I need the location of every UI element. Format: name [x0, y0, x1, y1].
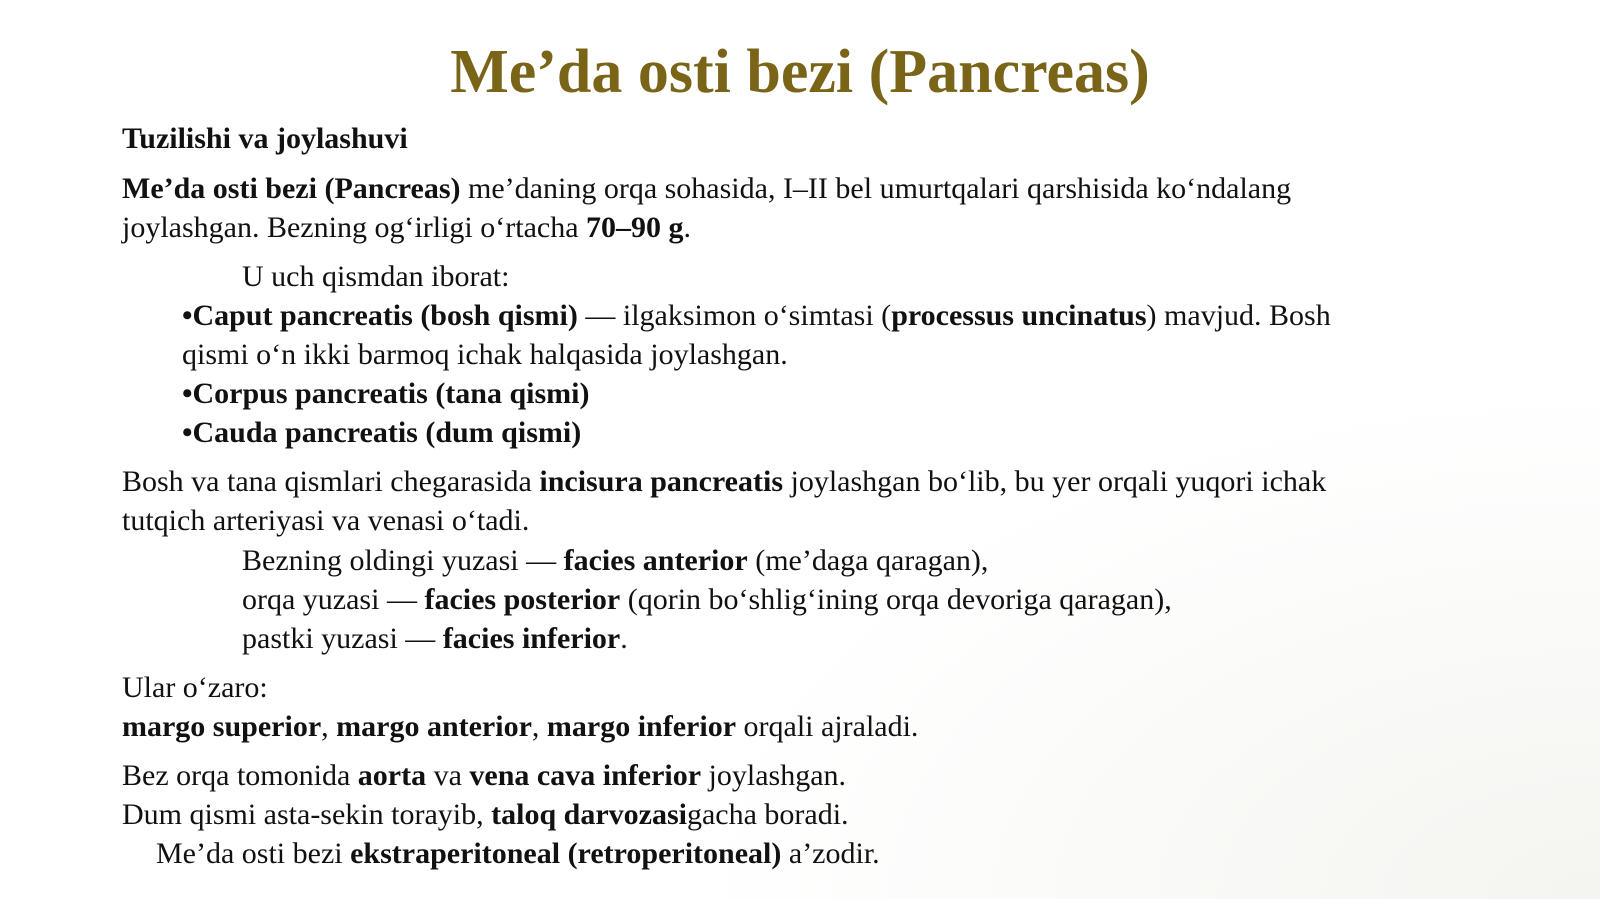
text: va	[426, 759, 470, 792]
paragraph-2-line-2: tutqich arteriyasi va venasi o‘tadi.	[122, 504, 530, 537]
term-margo-anterior: margo anterior	[336, 710, 532, 743]
text: me’daning orqa sohasida, I–II bel umurtqalari qarshisida ko‘ndalang	[460, 172, 1292, 205]
margins-line	[122, 707, 918, 746]
term-margo-inferior: margo inferior	[546, 710, 737, 743]
paragraph-3-line-3	[156, 834, 880, 873]
term-taloq: taloq darvozasi	[491, 798, 687, 831]
term-margo-superior: margo superior	[122, 710, 322, 743]
text: orqali ajraladi.	[736, 710, 919, 743]
list-item-caput-continuation: qismi o‘n ikki barmoq ichak halqasida joylashgan.	[182, 338, 788, 371]
term-pancreas: Me’da osti bezi (Pancreas)	[122, 172, 461, 205]
margins-intro: Ular o‘zaro:	[122, 671, 268, 704]
list-item-corpus	[182, 374, 590, 413]
term-processus: processus uncinatus	[891, 299, 1147, 332]
text: Bez orqa tomonida	[122, 759, 358, 792]
paragraph-1-line-2	[122, 208, 691, 247]
list-item-cauda	[182, 413, 581, 452]
bullet: •	[182, 416, 193, 449]
text: Bezning oldingi yuzasi —	[242, 544, 564, 577]
text: .	[683, 211, 692, 244]
term-cauda: Cauda pancreatis (dum qismi)	[192, 416, 582, 449]
text: pastki yuzasi —	[242, 622, 443, 655]
term-aorta: aorta	[357, 759, 427, 792]
text: Me’da osti bezi	[156, 837, 351, 870]
bullet: •	[182, 377, 193, 410]
text: Bosh va tana qismlari chegarasida	[122, 465, 540, 498]
text: joylashgan. Bezning og‘irligi o‘rtacha	[122, 211, 587, 244]
term-incisura: incisura pancreatis	[539, 465, 783, 498]
text: a’zodir.	[781, 837, 880, 870]
surface-anterior	[242, 541, 988, 580]
separator: ,	[531, 710, 547, 743]
text: Dum qismi asta-sekin torayib,	[122, 798, 492, 831]
text: (qorin bo‘shlig‘ining orqa devoriga qaragan),	[620, 583, 1172, 616]
text: orqa yuzasi —	[242, 583, 425, 616]
text: .	[620, 622, 628, 655]
parts-intro: U uch qismdan iborat:	[242, 260, 510, 293]
term-caput: Caput pancreatis (bosh qismi)	[192, 299, 578, 332]
term-retroperitoneal: ekstraperitoneal (retroperitoneal)	[350, 837, 782, 870]
text: (me’daga qaragan),	[747, 544, 989, 577]
slide-title: Me’da osti bezi (Pancreas)	[450, 38, 1150, 106]
term-facies-inferior: facies inferior	[442, 622, 621, 655]
paragraph-3-line-1	[122, 756, 846, 795]
term-vena-cava: vena cava inferior	[469, 759, 702, 792]
list-item-caput	[182, 296, 1331, 335]
text: joylashgan.	[701, 759, 847, 792]
term-weight: 70–90 g	[586, 211, 684, 244]
bullet: •	[182, 299, 193, 332]
surface-posterior	[242, 580, 1172, 619]
term-corpus: Corpus pancreatis (tana qismi)	[192, 377, 590, 410]
text: — ilgaksimon o‘simtasi (	[577, 299, 892, 332]
separator: ,	[321, 710, 337, 743]
term-facies-posterior: facies posterior	[424, 583, 621, 616]
paragraph-3-line-2	[122, 795, 849, 834]
text: gacha boradi.	[686, 798, 849, 831]
text: ) mavjud. Bosh	[1146, 299, 1331, 332]
paragraph-2-line-1	[122, 462, 1326, 501]
surface-inferior	[242, 619, 628, 658]
text: joylashgan bo‘lib, bu yer orqali yuqori ichak	[783, 465, 1327, 498]
term-facies-anterior: facies anterior	[563, 544, 748, 577]
paragraph-1-line-1	[122, 169, 1291, 208]
section-heading: Tuzilishi va joylashuvi	[122, 122, 408, 155]
